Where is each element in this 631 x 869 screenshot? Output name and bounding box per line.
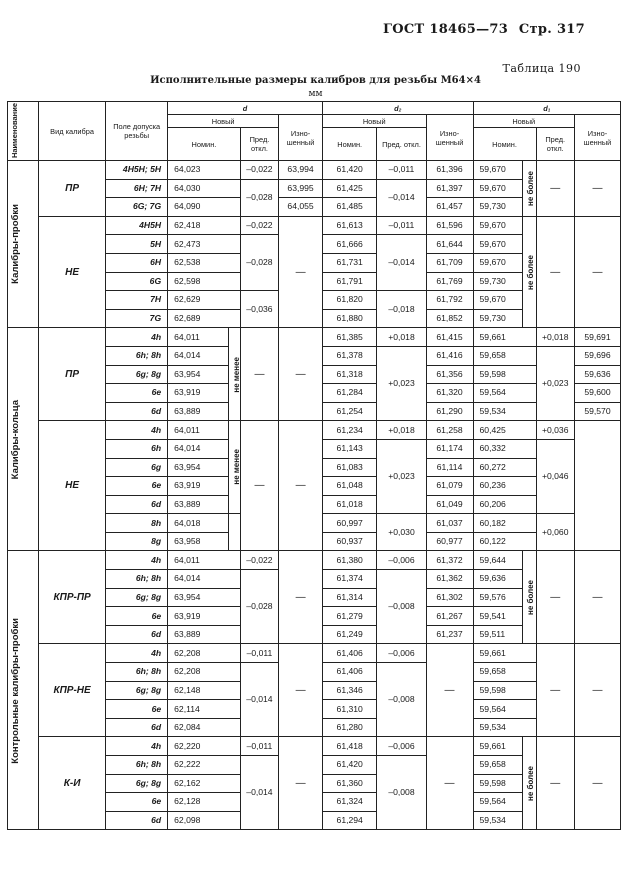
value-cell: 59,598 — [473, 681, 536, 700]
value-cell: +0,060 — [536, 514, 574, 551]
col-header-d2-new: Новый — [322, 115, 426, 128]
value-cell: 63,919 — [168, 477, 229, 496]
col-header-d2-dev: Пред. откл. — [377, 128, 426, 161]
value-cell: 61,420 — [322, 161, 376, 180]
value-cell: 61,302 — [426, 588, 473, 607]
value-cell: –0,008 — [377, 756, 426, 830]
value-cell: 62,629 — [168, 291, 241, 310]
value-cell: –0,008 — [377, 663, 426, 737]
value-cell: 61,769 — [426, 272, 473, 291]
value-cell: 61,310 — [322, 700, 376, 719]
ne-menee-label: не менее — [229, 421, 241, 514]
tolerance-cell: 4H5H — [106, 216, 168, 235]
value-cell: 61,666 — [322, 235, 376, 254]
value-cell: 61,249 — [322, 625, 376, 644]
value-cell: 64,090 — [168, 198, 241, 217]
value-cell: +0,018 — [377, 421, 426, 440]
dash-cell: — — [536, 737, 574, 830]
value-cell: 61,360 — [322, 774, 376, 793]
value-cell: 63,954 — [168, 588, 241, 607]
value-cell: 62,128 — [168, 793, 241, 812]
value-cell: 61,416 — [426, 346, 473, 365]
tolerance-cell: 8g — [106, 532, 168, 551]
value-cell: 61,267 — [426, 607, 473, 626]
value-cell: 62,114 — [168, 700, 241, 719]
value-cell: 61,457 — [426, 198, 473, 217]
value-cell: 61,396 — [426, 161, 473, 180]
empty-cell — [229, 514, 241, 551]
value-cell: 59,730 — [473, 309, 522, 328]
value-cell: –0,028 — [240, 570, 278, 644]
value-cell: 63,919 — [168, 384, 229, 403]
value-cell: 63,954 — [168, 365, 229, 384]
value-cell: 61,279 — [322, 607, 376, 626]
col-header-d1: d₁ — [473, 102, 620, 115]
tolerance-cell: 6h; 8h — [106, 346, 168, 365]
tolerance-cell: 6e — [106, 700, 168, 719]
section-label: Калибры-пробки — [8, 161, 39, 328]
value-cell: +0,023 — [377, 439, 426, 513]
page-number: Стр. 317 — [518, 22, 585, 37]
value-cell: –0,008 — [377, 570, 426, 644]
value-cell: 61,406 — [322, 663, 376, 682]
dash-cell: — — [574, 161, 620, 217]
col-header-d-worn: Изно-шенный — [279, 115, 323, 161]
page-header — [377, 22, 585, 37]
value-cell: 61,049 — [426, 495, 473, 514]
value-cell: 64,055 — [279, 198, 323, 217]
section-label: Контрольные калибры-пробки — [8, 551, 39, 830]
value-cell: 61,362 — [426, 570, 473, 589]
tolerance-cell: 6g — [106, 458, 168, 477]
table-row — [8, 737, 621, 756]
value-cell: 61,320 — [426, 384, 473, 403]
tolerance-cell: 4h — [106, 328, 168, 347]
value-cell: 61,294 — [322, 811, 376, 830]
value-cell: 61,143 — [322, 439, 376, 458]
dash-cell: — — [536, 161, 574, 217]
dash-cell: — — [240, 421, 278, 551]
tolerance-cell: 7G — [106, 309, 168, 328]
ne-bolee-label: не более — [522, 161, 536, 217]
value-cell: 62,222 — [168, 756, 241, 775]
value-cell: –0,006 — [377, 644, 426, 663]
value-cell: 64,023 — [168, 161, 241, 180]
dash-cell: — — [240, 328, 278, 421]
value-cell: 60,182 — [473, 514, 536, 533]
col-header-d1-dev: Пред. откл. — [536, 128, 574, 161]
table-row — [8, 328, 621, 347]
col-header-d1-nom: Номин. — [473, 128, 536, 161]
value-cell: 63,995 — [279, 179, 323, 198]
table-title: Исполнительные размеры калибров для резьбы M64×4 — [150, 75, 481, 86]
tolerance-cell: 6g; 8g — [106, 365, 168, 384]
calibre-kind: КПР-НЕ — [38, 644, 105, 737]
value-cell: –0,036 — [240, 291, 278, 328]
value-cell: –0,028 — [240, 235, 278, 291]
calibre-kind: ПР — [38, 328, 105, 421]
calibre-kind: НЕ — [38, 216, 105, 328]
section-label: Калибры-кольца — [8, 328, 39, 551]
tolerance-cell: 6G — [106, 272, 168, 291]
value-cell: 60,937 — [322, 532, 376, 551]
value-cell: 61,852 — [426, 309, 473, 328]
tolerance-cell: 6h; 8h — [106, 570, 168, 589]
col-header-d: d — [168, 102, 323, 115]
tolerance-cell: 6e — [106, 477, 168, 496]
tolerance-cell: 6d — [106, 402, 168, 421]
value-cell: 59,534 — [473, 402, 536, 421]
value-cell: 59,730 — [473, 272, 522, 291]
value-cell: +0,023 — [536, 346, 574, 420]
tolerance-cell: 8h — [106, 514, 168, 533]
value-cell: –0,014 — [240, 663, 278, 737]
tolerance-cell: 6H — [106, 253, 168, 272]
tolerance-cell: 6e — [106, 384, 168, 403]
value-cell: 59,644 — [473, 551, 522, 570]
value-cell: 59,636 — [574, 365, 620, 384]
col-header-kind: Вид калибра — [38, 102, 105, 161]
value-cell: +0,018 — [377, 328, 426, 347]
tolerance-cell: 6d — [106, 718, 168, 737]
tolerance-cell: 6d — [106, 811, 168, 830]
dash-cell: — — [426, 644, 473, 737]
dash-cell: — — [279, 737, 323, 830]
value-cell: 59,661 — [473, 328, 536, 347]
value-cell: 61,397 — [426, 179, 473, 198]
tolerance-cell: 6g; 8g — [106, 774, 168, 793]
value-cell: 59,658 — [473, 756, 522, 775]
unit-label: мм — [308, 89, 323, 99]
tolerance-cell: 4h — [106, 737, 168, 756]
tolerance-cell: 7H — [106, 291, 168, 310]
value-cell: 60,206 — [473, 495, 536, 514]
value-cell: 64,014 — [168, 439, 229, 458]
value-cell: 61,237 — [426, 625, 473, 644]
tolerance-cell: 6e — [106, 607, 168, 626]
value-cell: –0,022 — [240, 161, 278, 180]
calibre-kind: К-И — [38, 737, 105, 830]
value-cell: 63,889 — [168, 495, 229, 514]
value-cell: 62,598 — [168, 272, 241, 291]
value-cell: 61,258 — [426, 421, 473, 440]
value-cell: 61,485 — [322, 198, 376, 217]
value-cell: 59,670 — [473, 179, 522, 198]
value-cell: 59,730 — [473, 198, 522, 217]
value-cell: 61,114 — [426, 458, 473, 477]
value-cell: –0,011 — [240, 737, 278, 756]
value-cell: 61,791 — [322, 272, 376, 291]
value-cell: 59,576 — [473, 588, 522, 607]
col-header-d2: d₂ — [322, 102, 473, 115]
value-cell: 61,374 — [322, 570, 376, 589]
tolerance-cell: 6d — [106, 495, 168, 514]
value-cell: 64,011 — [168, 551, 241, 570]
calibre-kind: НЕ — [38, 421, 105, 551]
ne-bolee-label: не более — [522, 551, 536, 644]
col-header-d-nom: Номин. — [168, 128, 241, 161]
value-cell: 59,661 — [473, 737, 522, 756]
dash-cell: — — [279, 328, 323, 421]
value-cell: 59,670 — [473, 253, 522, 272]
col-header-d2-worn: Изно-шенный — [426, 115, 473, 161]
value-cell: 59,658 — [473, 663, 536, 682]
calibre-table — [7, 101, 621, 830]
value-cell: 61,280 — [322, 718, 376, 737]
dash-cell: — — [279, 551, 323, 644]
value-cell: –0,006 — [377, 551, 426, 570]
value-cell: 64,014 — [168, 570, 241, 589]
dash-cell: — — [574, 737, 620, 830]
value-cell: 59,534 — [473, 718, 536, 737]
table-row — [8, 644, 621, 663]
value-cell: 61,613 — [322, 216, 376, 235]
value-cell: 59,598 — [473, 365, 536, 384]
value-cell: –0,014 — [377, 179, 426, 216]
dash-cell: — — [536, 644, 574, 737]
value-cell: 64,011 — [168, 421, 229, 440]
dash-cell: — — [574, 644, 620, 737]
value-cell: 59,636 — [473, 570, 522, 589]
value-cell: 61,079 — [426, 477, 473, 496]
value-cell: 61,731 — [322, 253, 376, 272]
value-cell: 64,011 — [168, 328, 229, 347]
value-cell: 62,473 — [168, 235, 241, 254]
value-cell: 61,406 — [322, 644, 376, 663]
value-cell: 61,820 — [322, 291, 376, 310]
tolerance-cell: 6h — [106, 439, 168, 458]
value-cell: 63,889 — [168, 402, 229, 421]
table-row — [8, 216, 621, 235]
col-header-d-dev: Пред. откл. — [240, 128, 278, 161]
value-cell: 61,037 — [426, 514, 473, 533]
value-cell: +0,018 — [536, 328, 574, 347]
value-cell: +0,030 — [377, 514, 426, 551]
value-cell: –0,022 — [240, 551, 278, 570]
value-cell: 62,418 — [168, 216, 241, 235]
value-cell: 61,324 — [322, 793, 376, 812]
value-cell: –0,006 — [377, 737, 426, 756]
dash-cell: — — [279, 644, 323, 737]
value-cell: +0,036 — [536, 421, 574, 440]
value-cell: 64,018 — [168, 514, 229, 533]
value-cell: 59,541 — [473, 607, 522, 626]
value-cell: 61,234 — [322, 421, 376, 440]
value-cell: 62,538 — [168, 253, 241, 272]
value-cell: +0,023 — [377, 346, 426, 420]
value-cell: 59,598 — [473, 774, 522, 793]
ne-bolee-label: не более — [522, 737, 536, 830]
value-cell: 61,048 — [322, 477, 376, 496]
value-cell: 61,378 — [322, 346, 376, 365]
dash-cell: — — [574, 551, 620, 644]
table-row — [8, 551, 621, 570]
ne-bolee-label: не более — [522, 216, 536, 328]
value-cell: 61,174 — [426, 439, 473, 458]
tolerance-cell: 5H — [106, 235, 168, 254]
value-cell: 61,418 — [322, 737, 376, 756]
value-cell: 61,425 — [322, 179, 376, 198]
value-cell: 60,272 — [473, 458, 536, 477]
value-cell: 59,570 — [574, 402, 620, 421]
value-cell: 59,696 — [574, 346, 620, 365]
value-cell: 60,332 — [473, 439, 536, 458]
value-cell: 61,284 — [322, 384, 376, 403]
dash-cell: — — [574, 216, 620, 328]
dash-cell: — — [536, 551, 574, 644]
value-cell: 62,084 — [168, 718, 241, 737]
col-header-d-new: Новый — [168, 115, 279, 128]
value-cell: –0,011 — [377, 161, 426, 180]
standard-number: ГОСТ 18465—73 — [383, 22, 509, 37]
value-cell: 59,600 — [574, 384, 620, 403]
value-cell: 63,958 — [168, 532, 229, 551]
value-cell: 59,670 — [473, 216, 522, 235]
dash-cell: — — [279, 421, 323, 551]
col-header-d1-new: Новый — [473, 115, 574, 128]
col-header-name: Наименование — [8, 102, 39, 161]
tolerance-cell: 6G; 7G — [106, 198, 168, 217]
dash-cell: — — [536, 216, 574, 328]
tolerance-cell: 6e — [106, 793, 168, 812]
value-cell: 60,997 — [322, 514, 376, 533]
value-cell: 61,346 — [322, 681, 376, 700]
value-cell: 61,356 — [426, 365, 473, 384]
value-cell: 62,220 — [168, 737, 241, 756]
value-cell: 61,385 — [322, 328, 376, 347]
value-cell: 61,792 — [426, 291, 473, 310]
value-cell: –0,014 — [240, 756, 278, 830]
value-cell: 62,162 — [168, 774, 241, 793]
tolerance-cell: 4H5H; 5H — [106, 161, 168, 180]
value-cell: 63,954 — [168, 458, 229, 477]
value-cell: 61,596 — [426, 216, 473, 235]
value-cell: 59,564 — [473, 384, 536, 403]
value-cell: 61,083 — [322, 458, 376, 477]
col-header-tolerance: Поле допуска резьбы — [106, 102, 168, 161]
tolerance-cell: 4h — [106, 421, 168, 440]
value-cell: 63,889 — [168, 625, 241, 644]
value-cell: –0,028 — [240, 179, 278, 216]
empty-cell — [574, 421, 620, 551]
tolerance-cell: 6g; 8g — [106, 588, 168, 607]
value-cell: 61,415 — [426, 328, 473, 347]
tolerance-cell: 6h; 8h — [106, 663, 168, 682]
value-cell: 61,290 — [426, 402, 473, 421]
value-cell: 59,670 — [473, 161, 522, 180]
value-cell: 59,670 — [473, 291, 522, 310]
value-cell: 59,691 — [574, 328, 620, 347]
value-cell: 61,018 — [322, 495, 376, 514]
value-cell: 61,420 — [322, 756, 376, 775]
value-cell: 59,658 — [473, 346, 536, 365]
value-cell: 63,994 — [279, 161, 323, 180]
table-row — [8, 161, 621, 180]
dash-cell: — — [426, 737, 473, 830]
value-cell: –0,018 — [377, 291, 426, 328]
value-cell: 61,372 — [426, 551, 473, 570]
value-cell: +0,046 — [536, 439, 574, 513]
value-cell: 62,208 — [168, 644, 241, 663]
value-cell: 59,534 — [473, 811, 522, 830]
calibre-kind: ПР — [38, 161, 105, 217]
value-cell: 62,148 — [168, 681, 241, 700]
value-cell: 60,425 — [473, 421, 536, 440]
value-cell: –0,022 — [240, 216, 278, 235]
value-cell: –0,014 — [377, 235, 426, 291]
tolerance-cell: 6d — [106, 625, 168, 644]
value-cell: 61,880 — [322, 309, 376, 328]
tolerance-cell: 6H; 7H — [106, 179, 168, 198]
value-cell: 59,670 — [473, 235, 522, 254]
value-cell: 60,236 — [473, 477, 536, 496]
value-cell: 62,098 — [168, 811, 241, 830]
col-header-d2-nom: Номин. — [322, 128, 376, 161]
col-header-d1-worn: Изно-шенный — [574, 115, 620, 161]
ne-menee-label: не менее — [229, 328, 241, 421]
value-cell: 61,314 — [322, 588, 376, 607]
calibre-kind: КПР-ПР — [38, 551, 105, 644]
value-cell: 60,977 — [426, 532, 473, 551]
value-cell: 60,122 — [473, 532, 536, 551]
value-cell: 61,318 — [322, 365, 376, 384]
value-cell: 61,709 — [426, 253, 473, 272]
value-cell: 61,254 — [322, 402, 376, 421]
tolerance-cell: 6g; 8g — [106, 681, 168, 700]
tolerance-cell: 4h — [106, 551, 168, 570]
value-cell: 61,380 — [322, 551, 376, 570]
table-row — [8, 421, 621, 440]
value-cell: 62,689 — [168, 309, 241, 328]
value-cell: 59,564 — [473, 700, 536, 719]
value-cell: 61,644 — [426, 235, 473, 254]
value-cell: –0,011 — [377, 216, 426, 235]
value-cell: 64,014 — [168, 346, 229, 365]
value-cell: 59,564 — [473, 793, 522, 812]
value-cell: 63,919 — [168, 607, 241, 626]
dash-cell: — — [279, 216, 323, 328]
tolerance-cell: 6h; 8h — [106, 756, 168, 775]
value-cell: 59,511 — [473, 625, 522, 644]
tolerance-cell: 4h — [106, 644, 168, 663]
value-cell: 64,030 — [168, 179, 241, 198]
table-number: Таблица 190 — [502, 62, 581, 75]
value-cell: 62,208 — [168, 663, 241, 682]
value-cell: 59,661 — [473, 644, 536, 663]
value-cell: –0,011 — [240, 644, 278, 663]
